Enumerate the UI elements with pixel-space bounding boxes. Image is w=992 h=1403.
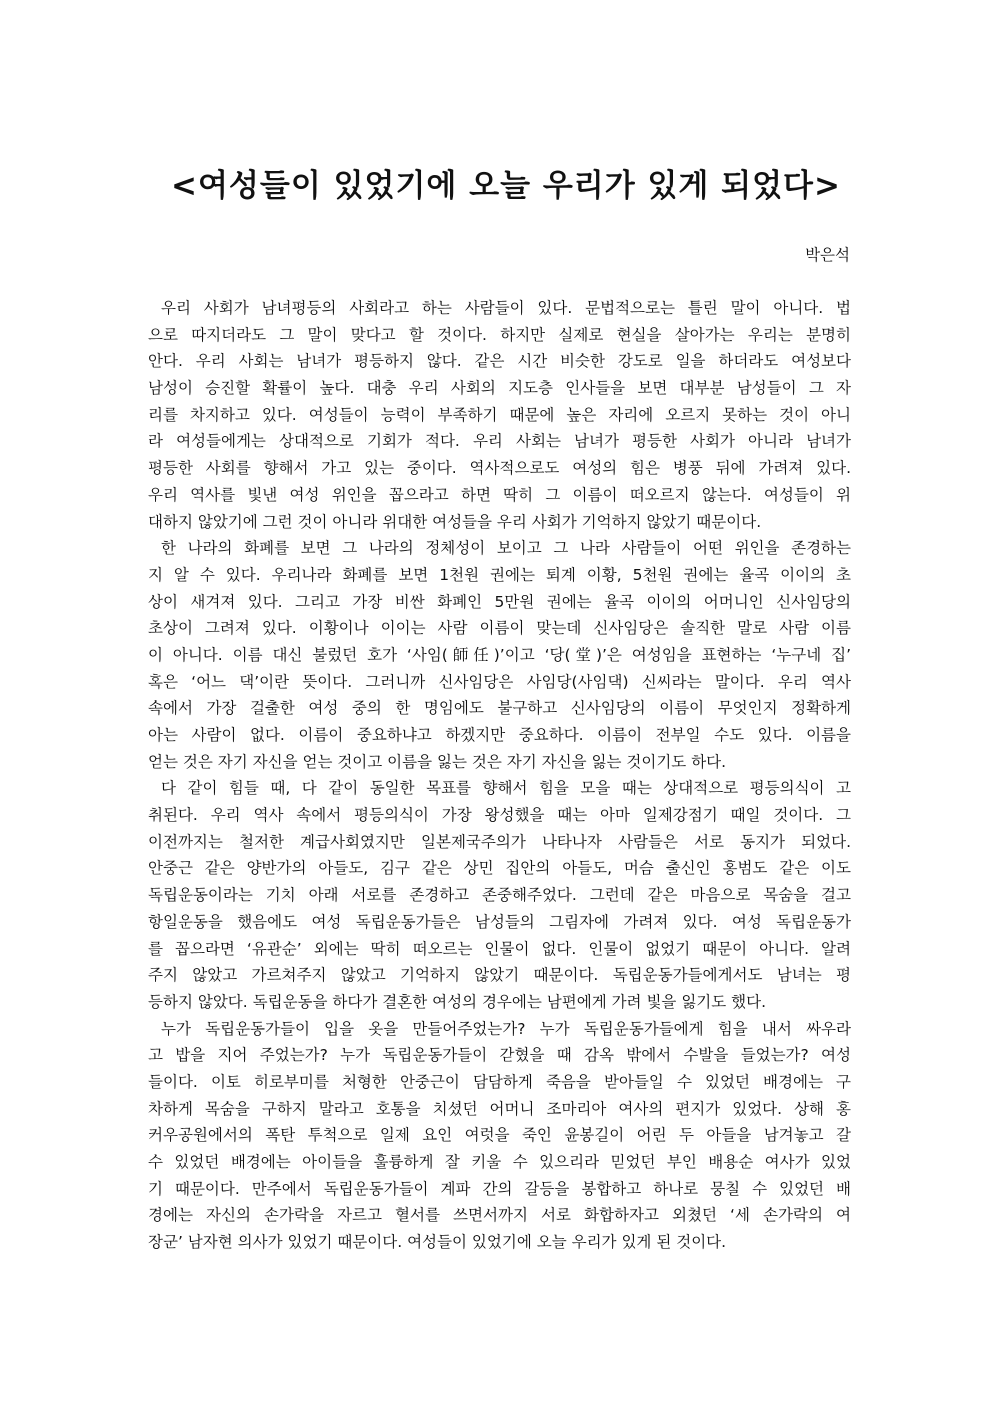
text-line: 누가 독립운동가들이 입을 옷을 만들어주었는가? 누가 독립운동가들에게 힘을 내서 싸우라 (161, 1019, 851, 1038)
text-line: 리를 차지하고 있다. 여성들이 능력이 부족하기 때문에 높은 자리에 오르지 못하는 것이 아니 (148, 405, 851, 424)
document-body (148, 295, 851, 1256)
text-line: 다 같이 힘들 때, 다 같이 동일한 목표를 향해서 힘을 모을 때는 상대적으로 평등의식이 고 (161, 779, 851, 798)
text-line: 주지 않았고 가르쳐주지 않았고 기억하지 않았기 때문이다. 독립운동가들에게서도 남녀는 평 (148, 966, 851, 985)
text-line: 라 여성들에게는 상대적으로 기회가 적다. 우리 사회는 남녀가 평등한 사회가 아니라 남녀가 (148, 432, 851, 451)
text-line: 우리 사회가 남녀평등의 사회라고 하는 사람들이 있다. 문법적으로는 틀린 말이 아니다. 법 (161, 299, 851, 317)
text-line: 한 나라의 화폐를 보면 그 나라의 정체성이 보이고 그 나라 사람들이 어떤 위인을 존경하는 (161, 539, 851, 558)
text-line: 속에서 가장 걸출한 여성 중의 한 명임에도 불구하고 신사임당의 이름이 무엇인지 정확하게 (148, 699, 851, 718)
text-line: 수 있었던 배경에는 아이들을 훌륭하게 잘 키울 수 있으리라 믿었던 부인 배용순 여사가 있었 (148, 1153, 851, 1171)
text-line: 이 아니다. 이름 대신 불렀던 호가 ‘사임(師任)’이고 ‘당(堂)’은 여성임을 표현하는 ‘누구네 집’ (148, 645, 851, 664)
text-line: 항일운동을 했음에도 여성 독립운동가들은 남성들의 그림자에 가려져 있다. 여성 독립운동가 (148, 912, 851, 931)
text-line: 으로 따지더라도 그 말이 맞다고 할 것이다. 하지만 실제로 현실을 살아가는 우리는 분명히 (148, 325, 851, 344)
text-line: 이전까지는 철저한 계급사회였지만 일본제국주의가 나타나자 사람들은 서로 동지가 되었다. (148, 832, 851, 851)
text-line: 들이다. 이토 히로부미를 처형한 안중근이 담담하게 죽음을 받아들일 수 있었던 배경에는 구 (148, 1072, 851, 1091)
text-line: 상이 새겨져 있다. 그리고 가장 비싼 화폐인 5만원 권에는 율곡 이이의 어머니인 신사임당의 (148, 592, 851, 611)
text-line: 독립운동이라는 기치 아래 서로를 존경하고 존중해주었다. 그런데 같은 마음으로 목숨을 걸고 (148, 886, 851, 905)
text-line: 를 꼽으라면 ‘유관순’ 외에는 딱히 떠오르는 인물이 없다. 인물이 없었기 때문이 아니다. 알려 (148, 939, 851, 958)
paragraph (148, 295, 851, 535)
text-line: 우리 역사를 빛낸 여성 위인을 꼽으라고 하면 딱히 그 이름이 떠오르지 않는다. 여성들이 위 (148, 485, 851, 504)
paragraph (148, 535, 851, 775)
text-line: 경에는 자신의 손가락을 자르고 혈서를 쓰면서까지 서로 화합하자고 외쳤던 ‘세 손가락의 여 (148, 1206, 851, 1225)
text-line: 장군’ 남자현 의사가 있었기 때문이다. 여성들이 있었기에 오늘 우리가 있게 된 것이다. (148, 1233, 727, 1252)
text-line: 평등한 사회를 향해서 가고 있는 중이다. 역사적으로도 여성의 힘은 병풍 뒤에 가려져 있다. (148, 459, 851, 478)
text-line: 남성이 승진할 확률이 높다. 대충 우리 사회의 지도층 인사들을 보면 대부분 남성들이 그 자 (148, 379, 851, 398)
text-line: 안중근 같은 양반가의 아들도, 김구 같은 상민 집안의 아들도, 머슴 출신인 홍범도 같은 이도 (148, 859, 851, 878)
paragraph (148, 1016, 851, 1256)
text-line: 지 알 수 있다. 우리나라 화폐를 보면 1천원 권에는 퇴계 이황, 5천원 권에는 율곡 이이의 초 (148, 565, 851, 584)
text-line: 기 때문이다. 만주에서 독립운동가들이 계파 간의 갈등을 봉합하고 하나로 뭉칠 수 있었던 배 (148, 1179, 851, 1198)
text-line: 대하지 않았기에 그런 것이 아니라 위대한 여성들을 우리 사회가 기억하지 않았기 때문이다. (148, 512, 762, 531)
paragraph (148, 775, 851, 1015)
text-line: 커우공원에서의 폭탄 투척으로 일제 요인 여럿을 죽인 윤봉길이 어린 두 아들을 남겨놓고 갈 (148, 1126, 851, 1145)
text-line: 얻는 것은 자기 자신을 얻는 것이고 이름을 잃는 것은 자기 자신을 잃는 것이기도 하다. (148, 752, 727, 771)
text-line: 등하지 않았다. 독립운동을 하다가 결혼한 여성의 경우에는 남편에게 가려 빛을 잃기도 했다. (148, 992, 767, 1011)
text-line: 안다. 우리 사회는 남녀가 평등하지 않다. 같은 시간 비슷한 강도로 일을 하더라도 여성보다 (148, 352, 851, 371)
text-line: 혹은 ‘어느 댁’이란 뜻이다. 그러니까 신사임당은 사임당(사임댁) 신씨라는 말이다. 우리 역사 (148, 672, 851, 691)
text-line: 차하게 목숨을 구하지 말라고 호통을 치셨던 어머니 조마리아 여사의 편지가 있었다. 상해 홍 (148, 1099, 851, 1118)
text-line: 고 밥을 지어 주었는가? 누가 독립운동가들이 갇혔을 때 감옥 밖에서 수발을 들었는가? 여성 (148, 1046, 851, 1065)
document-title: <여성들이 있었기에 오늘 우리가 있게 되었다> (171, 168, 841, 204)
text-line: 초상이 그려져 있다. 이황이나 이이는 사람 이름이 맞는데 신사임당은 솔직한 말로 사람 이름 (148, 619, 851, 638)
text-line: 아는 사람이 없다. 이름이 중요하냐고 하겠지만 중요하다. 이름이 전부일 수도 있다. 이름을 (148, 726, 851, 744)
text-line: 취된다. 우리 역사 속에서 평등의식이 가장 왕성했을 때는 아마 일제강점기 때일 것이다. 그 (148, 806, 851, 825)
author-name: 박은석 (805, 246, 850, 264)
